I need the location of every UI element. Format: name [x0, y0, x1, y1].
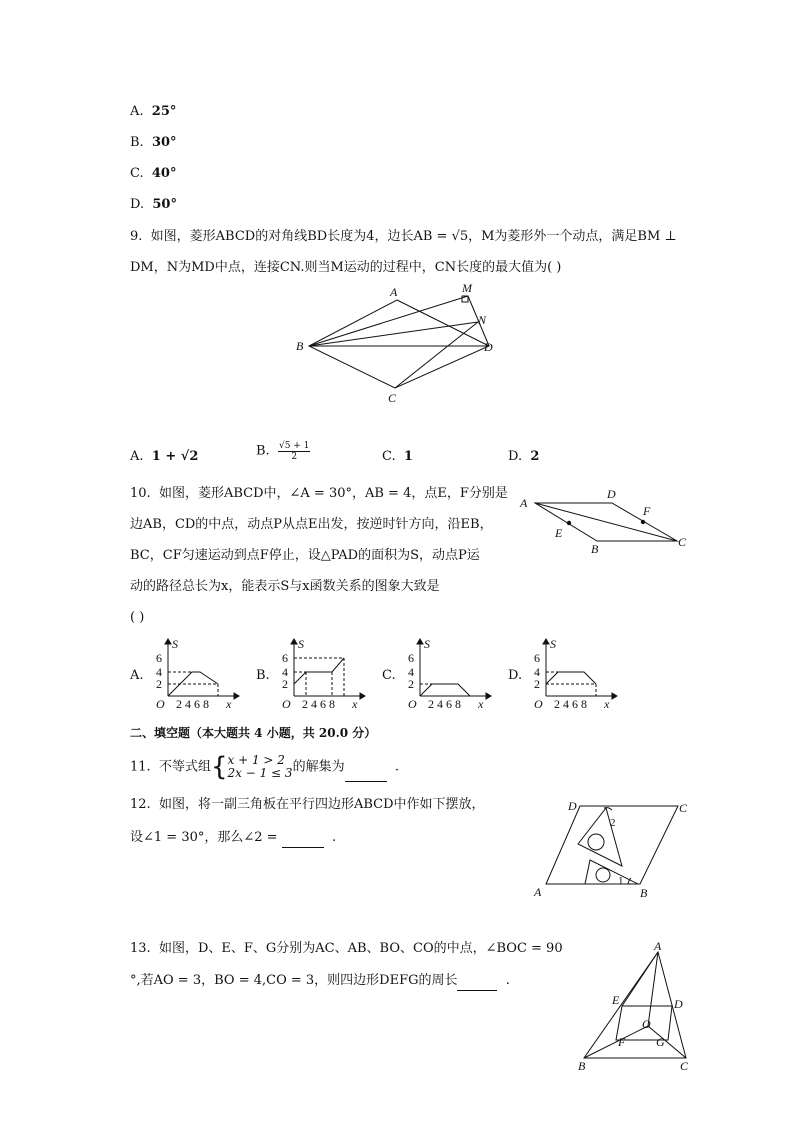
- svg-text:6: 6: [534, 651, 540, 665]
- q9-line1: 9. 如图，菱形ABCD的对角线BD长度为4，边长AB = √5，M为菱形外一个动点，满足BM ⊥: [130, 229, 677, 244]
- svg-text:O: O: [534, 697, 543, 711]
- q9-option-b: B. $\frac{√5 + 1}{2}$: [256, 441, 310, 462]
- label-b-q10: B: [591, 542, 599, 556]
- q10-graph-c-label: C.: [382, 668, 396, 683]
- q8-option-d: D. 50°: [130, 197, 177, 212]
- svg-text:2 4 6 8: 2 4 6 8: [302, 697, 335, 711]
- svg-text:x: x: [604, 697, 610, 711]
- label-c-q10: C: [678, 535, 687, 549]
- label-d-q10: D: [607, 487, 616, 501]
- graph-b-curve: [294, 658, 344, 684]
- q10-line1: 10. 如图，菱形ABCD中，∠A = 30°，AB = 4，点E，F分别是: [130, 486, 508, 501]
- label-a: A: [390, 285, 398, 299]
- q10-line4: 动的路径总长为x，能表示S与x函数关系的图象大致是: [130, 579, 440, 594]
- q12-line1: 12. 如图，将一副三角板在平行四边形ABCD中作如下摆放，: [130, 797, 485, 812]
- svg-text:2: 2: [156, 677, 162, 691]
- q10-graph-c: [402, 638, 492, 712]
- q10-graph-b: [276, 638, 366, 712]
- svg-text:S: S: [172, 637, 178, 651]
- svg-text:2: 2: [408, 677, 414, 691]
- label-d-q12: D: [568, 799, 577, 813]
- q9-line2: DM，N为MD中点，连接CN.则当M运动的过程中，CN长度的最大值为( ): [130, 260, 562, 275]
- q10-line5: ( ): [130, 610, 145, 625]
- q8-option-a: A. 25°: [130, 104, 177, 119]
- q10-graph-a: [150, 638, 240, 712]
- rhombus-abcd: [309, 300, 489, 388]
- label-b: B: [296, 339, 304, 353]
- svg-text:x: x: [478, 697, 484, 711]
- q11: 11. 不等式组{ x + 1 > 2 2x − 1 ≤ 3 的解集为 .: [130, 752, 399, 782]
- svg-text:S: S: [424, 637, 430, 651]
- q13-triangle-figure: [572, 940, 702, 1075]
- svg-text:4: 4: [408, 665, 414, 679]
- q10-graph-a-label: A.: [130, 668, 144, 683]
- svg-text:2 4 6 8: 2 4 6 8: [428, 697, 461, 711]
- svg-text:O: O: [156, 697, 165, 711]
- q10-line3: BC，CF匀速运动到点F停止，设△PAD的面积为S，动点P运: [130, 548, 480, 563]
- svg-text:S: S: [298, 637, 304, 651]
- triangle-abc: [584, 952, 686, 1058]
- label-f-q13: F: [618, 1035, 626, 1049]
- point-e: [567, 521, 571, 525]
- graph-d-curve: [546, 672, 596, 684]
- q13-line2: °,若AO = 3，BO = 4,CO = 3，则四边形DEFG的周长 .: [130, 972, 510, 991]
- q10-line2: 边AB，CD的中点，动点P从点E出发，按逆时针方向，沿EB，: [130, 517, 493, 532]
- segment-bm: [309, 296, 468, 346]
- q9-option-a: A. 1 + √2: [130, 449, 199, 464]
- q8-option-c: C. 40°: [130, 166, 177, 181]
- svg-text:2: 2: [282, 677, 288, 691]
- svg-text:2 4 6 8: 2 4 6 8: [176, 697, 209, 711]
- svg-text:2: 2: [534, 677, 540, 691]
- label-d: D: [484, 340, 493, 354]
- segment-co: [648, 1026, 686, 1058]
- angle-1-label: 1: [618, 875, 624, 887]
- label-a-q12: A: [534, 885, 542, 899]
- label-e-q13: E: [612, 993, 620, 1007]
- label-b-q13: B: [578, 1059, 586, 1073]
- label-n: N: [478, 313, 487, 327]
- plate-hole-lower: [596, 868, 610, 882]
- q9-option-d: D. 2: [508, 449, 540, 464]
- segment-ao: [648, 952, 658, 1026]
- svg-text:x: x: [352, 697, 358, 711]
- label-f-q10: F: [643, 504, 651, 518]
- svg-text:6: 6: [408, 651, 414, 665]
- label-d-q13: D: [674, 997, 683, 1011]
- label-m: M: [462, 281, 472, 295]
- graph-c-curve: [420, 684, 470, 696]
- q12-line2: 设∠1 = 30°，那么∠2 = .: [130, 829, 336, 848]
- angle-2-label: 2: [610, 817, 616, 829]
- svg-text:6: 6: [282, 651, 288, 665]
- svg-text:4: 4: [156, 665, 162, 679]
- q9-option-c: C. 1: [382, 449, 413, 464]
- svg-text:2 4 6 8: 2 4 6 8: [554, 697, 587, 711]
- q12-parallelogram-figure: [530, 796, 700, 906]
- svg-text:4: 4: [282, 665, 288, 679]
- svg-text:S: S: [550, 637, 556, 651]
- label-a-q13: A: [654, 939, 662, 953]
- q8-option-b: B. 30°: [130, 135, 177, 150]
- section-2-title: 二、填空题（本大题共 4 小题，共 20.0 分）: [130, 726, 377, 740]
- svg-text:O: O: [408, 697, 417, 711]
- q10-graph-b-label: B.: [256, 668, 270, 683]
- svg-text:4: 4: [534, 665, 540, 679]
- triangle-plate-lower: [585, 860, 638, 884]
- q10-graph-d-label: D.: [508, 668, 523, 683]
- svg-text:x: x: [226, 697, 232, 711]
- q9-rhombus-figure: [290, 278, 510, 408]
- svg-text:6: 6: [156, 651, 162, 665]
- label-b-q12: B: [640, 886, 648, 900]
- segment-bo: [584, 1026, 648, 1058]
- plate-hole-upper: [588, 834, 604, 850]
- label-e-q10: E: [555, 526, 563, 540]
- label-g-q13: G: [656, 1035, 665, 1049]
- q10-graph-d: [528, 638, 618, 712]
- q13-line1: 13. 如图，D、E、F、G分别为AC、AB、BO、CO的中点，∠BOC = 90: [130, 941, 563, 956]
- label-a-q10: A: [520, 496, 528, 510]
- svg-text:O: O: [282, 697, 291, 711]
- label-c-q13: C: [680, 1059, 689, 1073]
- q10-rhombus-figure: [515, 485, 695, 555]
- label-c: C: [388, 391, 397, 405]
- label-c-q12: C: [679, 801, 688, 815]
- point-f: [641, 520, 645, 524]
- label-o-q13: O: [642, 1017, 651, 1031]
